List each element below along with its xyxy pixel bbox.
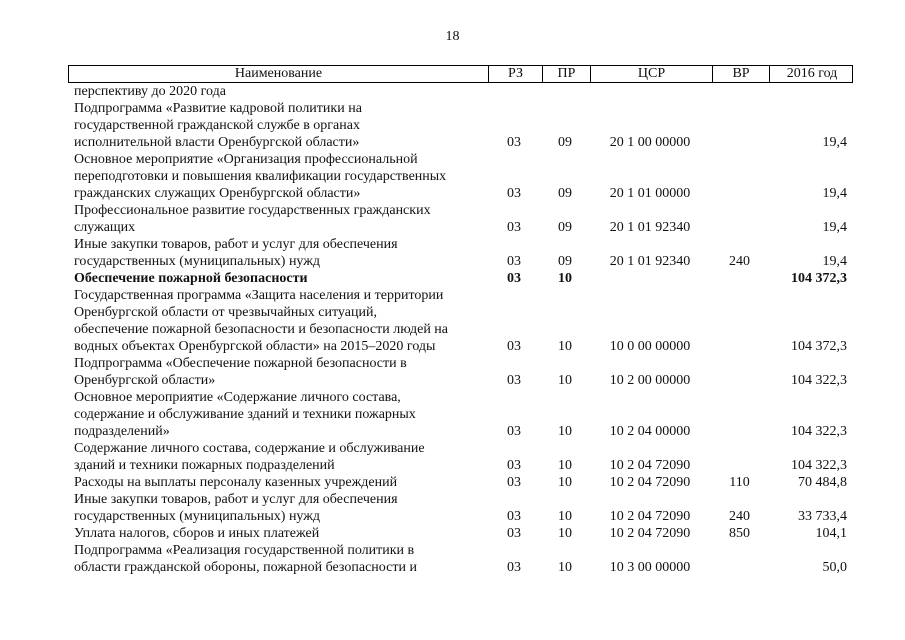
page-number: 18 (445, 29, 460, 44)
row-name-line: Оренбургской области от чрезвычайных ситуаций, (74, 305, 377, 320)
row-csr: 10 3 00 00000 (609, 560, 691, 575)
row-rz: 03 (507, 254, 521, 269)
row-name-line: государственной гражданской службе в органах (74, 118, 360, 133)
table-row (68, 440, 853, 474)
row-name-line: служащих (74, 220, 136, 235)
table-row (68, 236, 853, 270)
row-rz: 03 (507, 186, 521, 201)
row-name-line: Оренбургской области» (74, 373, 216, 388)
row-name-line: обеспечение пожарной безопасности и безопасности людей на (74, 322, 449, 337)
row-sum: 104,1 (815, 526, 847, 541)
row-sum: 104 322,3 (791, 373, 847, 388)
row-name-line: Подпрограмма «Реализация государственной политики в (74, 543, 415, 558)
row-csr: 10 2 00 00000 (609, 373, 691, 388)
row-name (68, 491, 473, 525)
header-year: 2016 год (769, 66, 854, 82)
row-sum: 104 322,3 (791, 424, 847, 439)
row-name-line: области гражданской обороны, пожарной безопасности и (74, 560, 417, 575)
row-name-line: Иные закупки товаров, работ и услуг для обеспечения (74, 492, 398, 507)
table-row (68, 270, 853, 287)
table-row (68, 287, 853, 355)
row-name-line: переподготовки и повышения квалификации государственных (74, 169, 447, 184)
row-csr: 20 1 01 92340 (609, 254, 691, 269)
row-name-line: исполнительной власти Оренбургской области» (74, 135, 360, 150)
row-vr: 110 (729, 475, 750, 490)
row-name (68, 525, 473, 542)
row-name-line: содержание и обслуживание зданий и техники пожарных (74, 407, 416, 422)
row-name-line: подразделений» (74, 424, 170, 439)
row-name-line: Подпрограмма «Обеспечение пожарной безопасности в (74, 356, 407, 371)
row-name-line: Государственная программа «Защита населения и территории (74, 288, 444, 303)
table-row (68, 355, 853, 389)
row-rz: 03 (507, 560, 521, 575)
table-row (68, 491, 853, 525)
row-rz: 03 (507, 373, 521, 388)
row-name-line: Содержание личного состава, содержание и обслуживание (74, 441, 425, 456)
row-pr: 10 (558, 475, 572, 490)
table-header (68, 65, 853, 83)
table-row (68, 542, 853, 576)
row-name (68, 83, 473, 100)
row-name (68, 100, 473, 151)
row-vr: 850 (729, 526, 750, 541)
row-sum: 104 372,3 (791, 271, 847, 286)
row-csr: 20 1 01 00000 (609, 186, 691, 201)
row-name-line: водных объектах Оренбургской области» на 2015–2020 годы (74, 339, 436, 354)
row-name (68, 542, 473, 576)
table-row (68, 83, 853, 100)
row-pr: 10 (558, 373, 572, 388)
row-name-line: Обеспечение пожарной безопасности (74, 271, 308, 286)
row-csr: 20 1 00 00000 (609, 135, 691, 150)
table-row (68, 389, 853, 440)
row-name-line: государственных (муниципальных) нужд (74, 509, 321, 524)
row-name (68, 355, 473, 389)
row-name-line: гражданских служащих Оренбургской области» (74, 186, 361, 201)
table-body (68, 83, 853, 576)
row-sum: 104 322,3 (791, 458, 847, 473)
row-pr: 09 (558, 186, 572, 201)
header-name: Наименование (234, 66, 323, 81)
row-name (68, 151, 473, 202)
row-name-line: Расходы на выплаты персоналу казенных учреждений (74, 475, 398, 490)
table-row (68, 525, 853, 542)
row-pr: 10 (558, 424, 572, 439)
row-name-line: зданий и техники пожарных подразделений (74, 458, 335, 473)
row-name-line: Подпрограмма «Развитие кадровой политики на (74, 101, 362, 116)
row-csr: 10 2 04 72090 (609, 475, 691, 490)
table-row (68, 202, 853, 236)
row-name-line: Уплата налогов, сборов и иных платежей (74, 526, 320, 541)
row-vr: 240 (729, 254, 750, 269)
row-rz: 03 (507, 424, 521, 439)
row-rz: 03 (507, 271, 521, 286)
row-pr: 10 (558, 339, 572, 354)
row-name (68, 270, 473, 287)
row-csr: 10 2 04 72090 (609, 526, 691, 541)
row-rz: 03 (507, 475, 521, 490)
row-name (68, 236, 473, 270)
row-pr: 10 (558, 509, 572, 524)
row-name-line: Иные закупки товаров, работ и услуг для обеспечения (74, 237, 398, 252)
row-name (68, 389, 473, 440)
row-rz: 03 (507, 220, 521, 235)
header-csr: ЦСР (590, 66, 712, 82)
table-row (68, 100, 853, 151)
row-pr: 09 (558, 135, 572, 150)
row-pr: 09 (558, 254, 572, 269)
row-name-line: Основное мероприятие «Организация профессиональной (74, 152, 418, 167)
row-name (68, 287, 473, 355)
row-rz: 03 (507, 509, 521, 524)
row-name-line: Основное мероприятие «Содержание личного состава, (74, 390, 401, 405)
row-sum: 19,4 (822, 254, 847, 269)
row-csr: 10 2 04 72090 (609, 509, 691, 524)
row-csr: 10 0 00 00000 (609, 339, 691, 354)
row-sum: 104 372,3 (791, 339, 847, 354)
row-pr: 09 (558, 220, 572, 235)
row-rz: 03 (507, 458, 521, 473)
row-name-line: Профессиональное развитие государственных гражданских (74, 203, 431, 218)
row-sum: 50,0 (822, 560, 847, 575)
row-pr: 10 (558, 458, 572, 473)
row-csr: 10 2 04 00000 (609, 424, 691, 439)
row-pr: 10 (558, 271, 572, 286)
row-rz: 03 (507, 339, 521, 354)
row-csr: 20 1 01 92340 (609, 220, 691, 235)
row-sum: 19,4 (822, 220, 847, 235)
row-rz: 03 (507, 135, 521, 150)
row-name (68, 474, 473, 491)
table-row (68, 474, 853, 491)
table-row (68, 151, 853, 202)
row-name-line: государственных (муниципальных) нужд (74, 254, 321, 269)
row-sum: 19,4 (822, 186, 847, 201)
row-pr: 10 (558, 526, 572, 541)
row-sum: 19,4 (822, 135, 847, 150)
row-sum: 33 733,4 (798, 509, 847, 524)
row-rz: 03 (507, 526, 521, 541)
header-vr: ВР (712, 66, 769, 82)
header-rz: РЗ (488, 66, 542, 82)
row-pr: 10 (558, 560, 572, 575)
row-name (68, 440, 473, 474)
row-csr: 10 2 04 72090 (609, 458, 691, 473)
row-name (68, 202, 473, 236)
row-sum: 70 484,8 (798, 475, 847, 490)
header-pr: ПР (542, 66, 590, 82)
row-name-line: перспективу до 2020 года (74, 84, 226, 99)
row-vr: 240 (729, 509, 750, 524)
